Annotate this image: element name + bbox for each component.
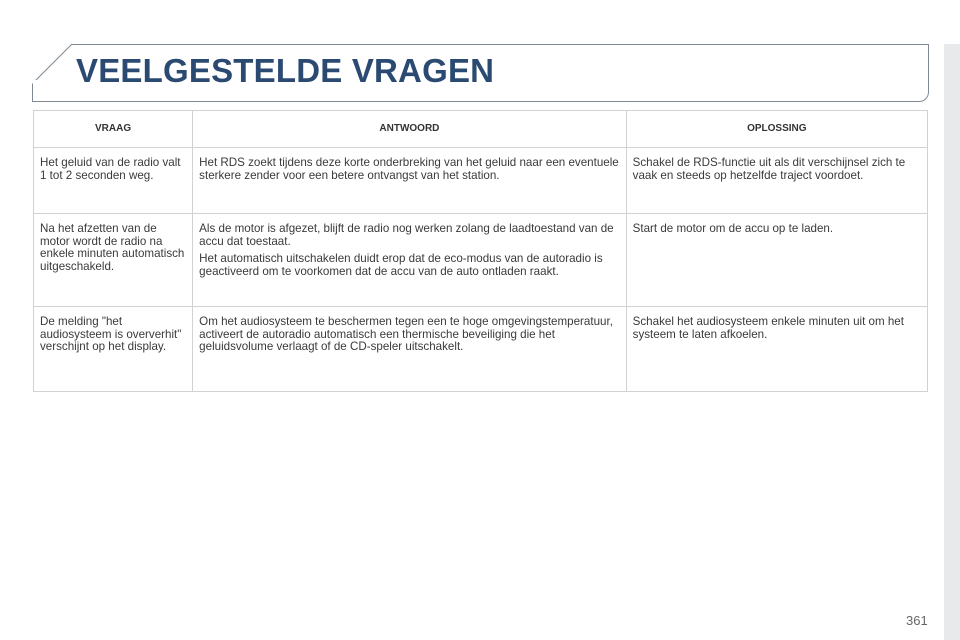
cell-vraag: Na het afzetten van de motor wordt de radio na enkele minuten automatisch uitgeschakeld. [34, 214, 193, 307]
table-row [34, 307, 928, 392]
table-row [34, 214, 928, 307]
faq-table [33, 110, 928, 392]
cell-antwoord [193, 307, 626, 392]
page-number: 361 [906, 613, 928, 628]
header-antwoord: ANTWOORD [193, 111, 626, 148]
header-oplossing: OPLOSSING [626, 111, 927, 148]
cell-antwoord [193, 148, 626, 214]
cell-vraag: De melding "het audiosysteem is oververhit" verschijnt op het display. [34, 307, 193, 392]
table-row [34, 148, 928, 214]
page-edge-strip [944, 44, 960, 640]
cell-oplossing: Start de motor om de accu op te laden. [626, 214, 927, 307]
antwoord-paragraph: Als de motor is afgezet, blijft de radio nog werken zolang de laadtoestand van de accu dat toestaat. [199, 222, 614, 248]
cell-oplossing: Schakel de RDS-functie uit als dit verschijnsel zich te vaak en steeds op hetzelfde traject voordoet. [626, 148, 927, 214]
header-vraag: VRAAG [34, 111, 193, 148]
cell-oplossing: Schakel het audiosysteem enkele minuten uit om het systeem te laten afkoelen. [626, 307, 927, 392]
antwoord-paragraph: Om het audiosysteem te beschermen tegen een te hoge omgevingstemperatuur, activeert de autoradio automatisch een thermische beveiliging die het geluidsvolume verlaagt of de CD-speler uitschakelt. [199, 315, 613, 353]
antwoord-paragraph: Het automatisch uitschakelen duidt erop dat de eco-modus van de autoradio is geactiveerd om te voorkomen dat de accu van de auto ontladen raakt. [199, 252, 603, 278]
cell-vraag: Het geluid van de radio valt 1 tot 2 seconden weg. [34, 148, 193, 214]
antwoord-paragraph: Het RDS zoekt tijdens deze korte onderbreking van het geluid naar een eventuele sterkere zender voor een betere ontvangst van het station. [199, 156, 619, 182]
page-title: VEELGESTELDE VRAGEN [76, 52, 495, 89]
cell-antwoord [193, 214, 626, 307]
table-header-row [34, 111, 928, 148]
